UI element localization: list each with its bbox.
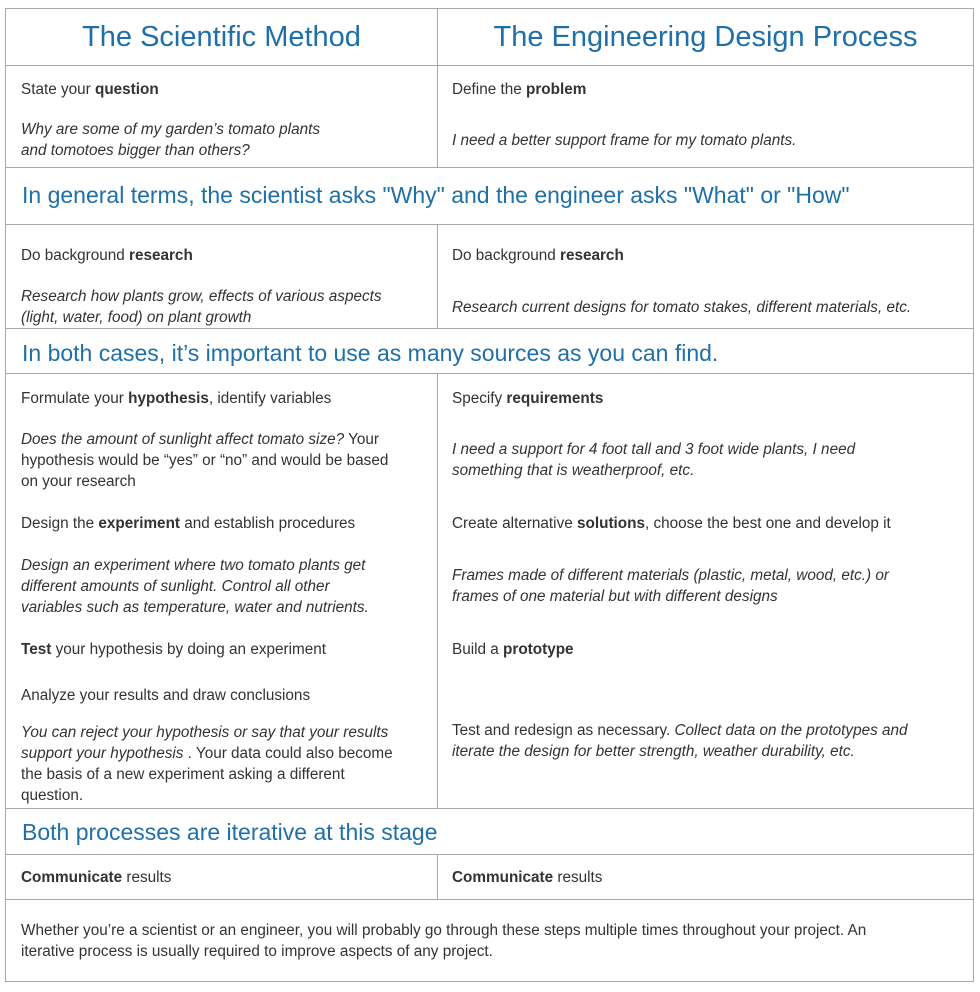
header-row bbox=[6, 9, 973, 65]
question-row bbox=[6, 66, 973, 167]
analyze-example-line1: You can reject your hypothesis or say that your results bbox=[21, 724, 389, 741]
research-left-example-line1: Research how plants grow, effects of various aspects bbox=[21, 288, 382, 305]
analyze-example-line3: the basis of a new experiment asking a different bbox=[21, 766, 345, 783]
experiment-example-line2: different amounts of sunlight. Control all other bbox=[21, 578, 330, 595]
footer-line2: iterative process is usually required to improve aspects of any project. bbox=[21, 943, 493, 960]
hypothesis-example-line1: Does the amount of sunlight affect tomato size? Your bbox=[21, 431, 380, 448]
communicate-right-cell bbox=[438, 855, 973, 899]
redesign-line1: Test and redesign as necessary. Collect data on the prototypes and bbox=[452, 722, 908, 739]
problem-example: I need a better support frame for my tomato plants. bbox=[452, 132, 797, 149]
question-cell bbox=[6, 66, 438, 167]
scientific-method-title: The Scientific Method bbox=[82, 21, 361, 53]
requirements-example-line2: something that is weatherproof, etc. bbox=[452, 462, 695, 479]
requirements-heading: Specify requirements bbox=[452, 390, 604, 407]
banner-sources bbox=[6, 329, 973, 373]
header-left-cell bbox=[6, 9, 438, 65]
experiment-example-line1: Design an experiment where two tomato plants get bbox=[21, 557, 366, 574]
research-row bbox=[6, 225, 973, 328]
communicate-right: Communicate results bbox=[452, 869, 603, 886]
research-left-example-line2: (light, water, food) on plant growth bbox=[21, 309, 252, 326]
problem-heading: Define the problem bbox=[452, 81, 587, 98]
redesign-line2: iterate the design for better strength, weather durability, etc. bbox=[452, 743, 855, 760]
question-example-line2: and tomotoes bigger than others? bbox=[21, 142, 250, 159]
test-heading: Test your hypothesis by doing an experiment bbox=[21, 641, 326, 658]
banner-iterative bbox=[6, 809, 973, 854]
research-right-heading: Do background research bbox=[452, 247, 624, 264]
problem-cell bbox=[438, 66, 973, 167]
iterative-right-cell bbox=[438, 374, 973, 808]
footer-line1: Whether you’re a scientist or an engineer, you will probably go through these steps multiple times throughout your project. An bbox=[21, 922, 867, 939]
communicate-left-cell bbox=[6, 855, 438, 899]
communicate-left: Communicate results bbox=[21, 869, 172, 886]
comparison-table bbox=[5, 8, 974, 982]
analyze-example-line2: support your hypothesis . Your data could also become bbox=[21, 745, 393, 762]
hypothesis-example-line3: on your research bbox=[21, 473, 136, 490]
iterative-left-cell bbox=[6, 374, 438, 808]
prototype-heading: Build a prototype bbox=[452, 641, 574, 658]
iterative-steps-row bbox=[6, 374, 973, 808]
solutions-example-line2: frames of one material but with different designs bbox=[452, 588, 778, 605]
research-right-cell bbox=[438, 225, 973, 328]
solutions-example-line1: Frames made of different materials (plastic, metal, wood, etc.) or bbox=[452, 567, 889, 584]
question-example-line1: Why are some of my garden’s tomato plants bbox=[21, 121, 320, 138]
research-left-heading: Do background research bbox=[21, 247, 193, 264]
question-heading: State your question bbox=[21, 81, 159, 98]
experiment-heading: Design the experiment and establish procedures bbox=[21, 515, 356, 532]
research-left-cell bbox=[6, 225, 438, 328]
analyze-heading: Analyze your results and draw conclusions bbox=[21, 687, 311, 704]
banner-sources-text: In both cases, it’s important to use as many sources as you can find. bbox=[22, 340, 719, 366]
banner-why-how bbox=[6, 168, 973, 224]
research-right-example: Research current designs for tomato stakes, different materials, etc. bbox=[452, 299, 912, 316]
communicate-row bbox=[6, 855, 973, 899]
banner-why-how-text: In general terms, the scientist asks "Why" and the engineer asks "What" or "How" bbox=[22, 182, 850, 208]
solutions-heading: Create alternative solutions, choose the best one and develop it bbox=[452, 515, 891, 532]
banner-iterative-text: Both processes are iterative at this stage bbox=[22, 819, 438, 845]
footer-note bbox=[6, 900, 973, 981]
header-right-cell bbox=[438, 9, 973, 65]
analyze-example-line4: question. bbox=[21, 787, 84, 804]
experiment-example-line3: variables such as temperature, water and nutrients. bbox=[21, 599, 369, 616]
hypothesis-example-line2: hypothesis would be “yes” or “no” and would be based bbox=[21, 452, 389, 469]
hypothesis-heading: Formulate your hypothesis, identify variables bbox=[21, 390, 332, 407]
requirements-example-line1: I need a support for 4 foot tall and 3 foot wide plants, I need bbox=[452, 441, 856, 458]
engineering-design-title: The Engineering Design Process bbox=[493, 21, 918, 53]
